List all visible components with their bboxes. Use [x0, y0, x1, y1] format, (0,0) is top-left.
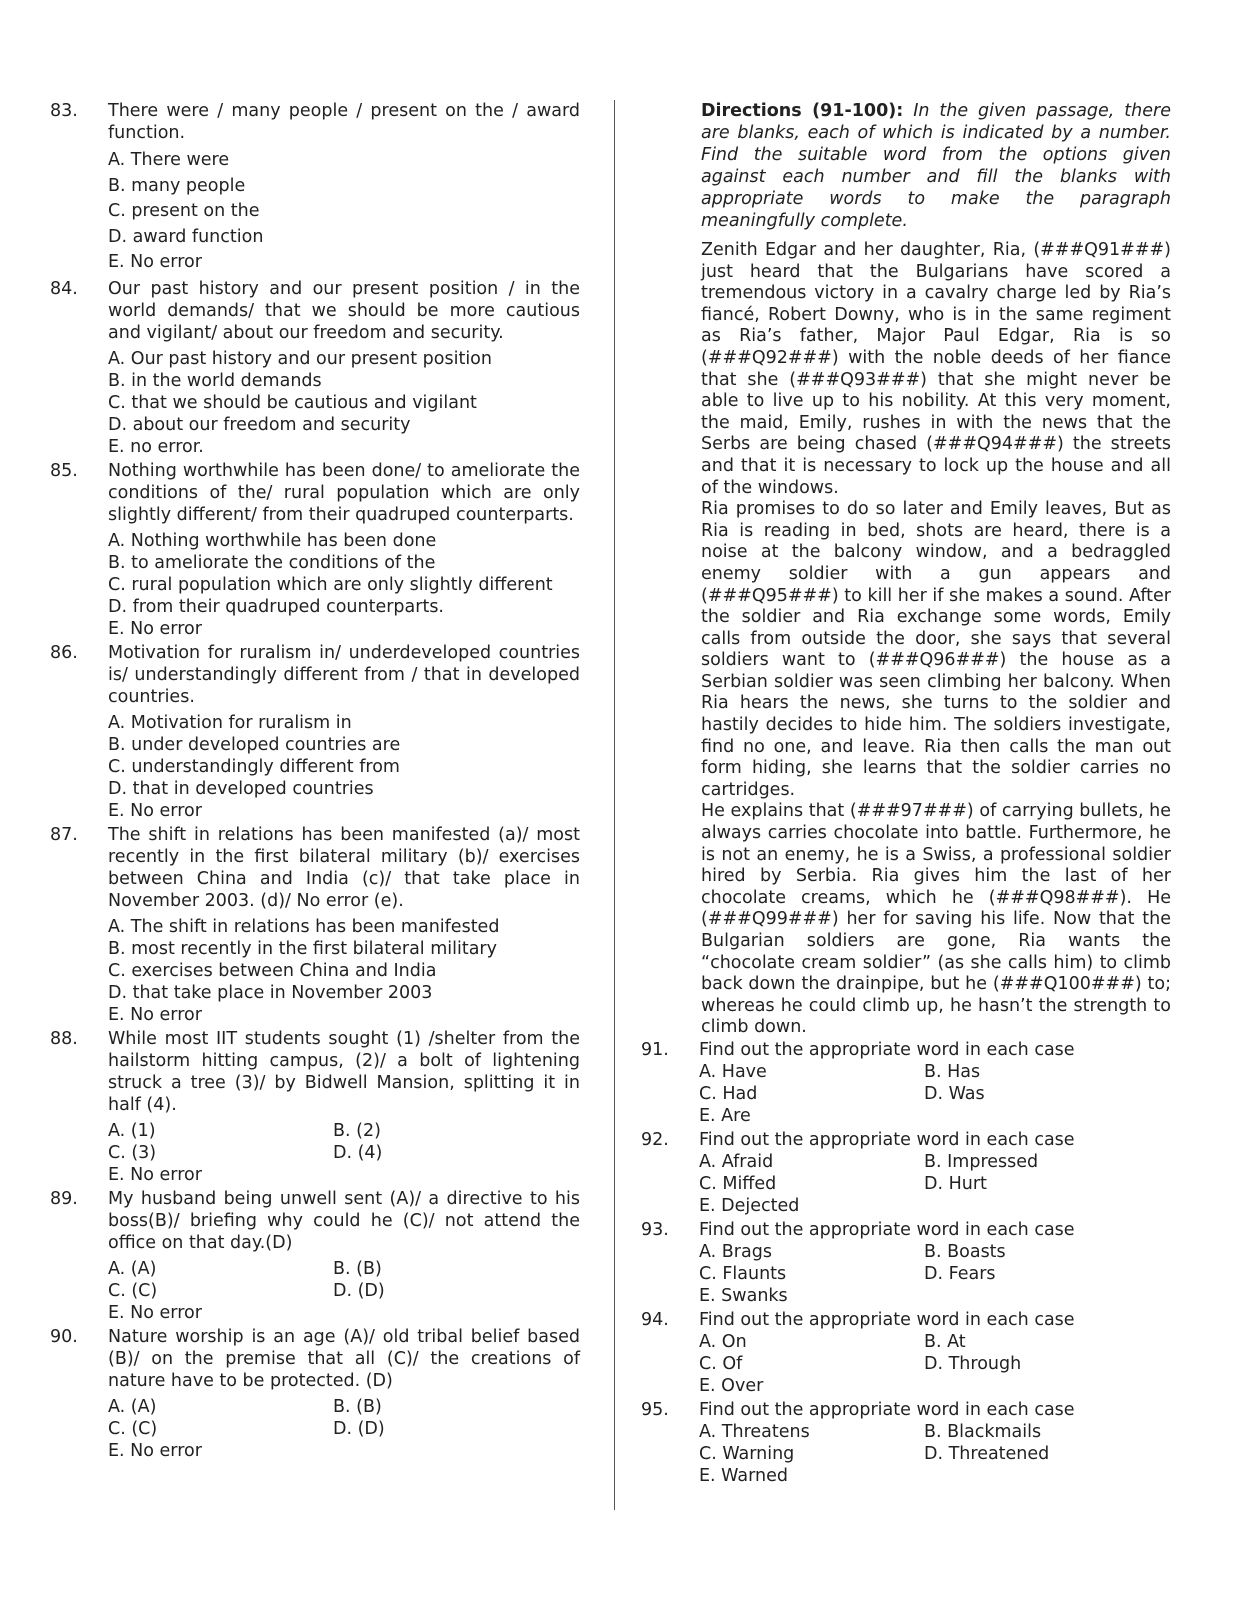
question-number: 85. [50, 460, 78, 481]
question-number: 83. [50, 101, 78, 121]
option-b: B. At [924, 1331, 966, 1352]
option-d: D. Fears [924, 1263, 996, 1284]
option-e: E. No error [108, 1302, 202, 1323]
question-number: 89. [50, 1188, 78, 1209]
question-stem: My husband being unwell sent (A)/ a directive to his boss(B)/ briefing why could he (C)/ not attend the office on that day.(D) [108, 1188, 580, 1253]
option-b: B. Has [924, 1061, 981, 1082]
option-c: C. present on the [108, 201, 260, 221]
option-e: E. Swanks [699, 1285, 788, 1306]
question-stem: Motivation for ruralism in/ underdeveloped countries is/ understandingly different from / that in developed countries. [108, 642, 580, 707]
option-d: D. Was [924, 1083, 985, 1104]
question-number: 95. [641, 1399, 669, 1420]
passage [701, 240, 1171, 1039]
right-column [641, 100, 1171, 1489]
option-a: A. Motivation for ruralism in [108, 712, 352, 733]
option-d: D. about our freedom and security [108, 414, 411, 435]
question-88 [50, 1028, 580, 1186]
option-a: A. Threatens [699, 1421, 810, 1442]
question-number: 91. [641, 1039, 669, 1060]
left-column [50, 100, 580, 1464]
option-a: A. The shift in relations has been manifested [108, 916, 500, 937]
option-d: D. Threatened [924, 1443, 1050, 1464]
option-c: C. rural population which are only slightly different [108, 574, 553, 595]
option-d: D. (D) [333, 1418, 385, 1439]
question-84 [50, 278, 580, 458]
option-d: D. Hurt [924, 1173, 987, 1194]
option-b: B. Blackmails [924, 1421, 1042, 1442]
option-grid [699, 1331, 1171, 1375]
option-a: A. Nothing worthwhile has been done [108, 530, 437, 551]
option-b: B. under developed countries are [108, 734, 401, 755]
question-number: 88. [50, 1028, 78, 1049]
passage-paragraph: He explains that (###97###) of carrying bullets, he always carries chocolate into battle. Furthermore, he is not an enemy, he is a Swiss, a professional soldier hired by Serbia. Ria gives him the last of her chocolate creams, which he (###Q98###). He (###Q99###) her for saving his life. Now that the Bulgarian soldiers are gone, Ria wants the “chocolate cream soldier” (as she calls him) to climb back down the drainpipe, but he (###Q100###) to; whereas he could climb up, he hasn’t the strength to climb down. [701, 801, 1171, 1038]
option-b: B. Boasts [924, 1241, 1006, 1262]
question-stem: Nature worship is an age (A)/ old tribal belief based (B)/ on the premise that all (C)/ the creations of nature have to be protected. (D) [108, 1326, 580, 1391]
option-a: A. (A) [108, 1396, 157, 1417]
question-94 [641, 1309, 1171, 1397]
question-89 [50, 1188, 580, 1324]
question-number: 86. [50, 642, 78, 663]
question-stem: Find out the appropriate word in each case [699, 1039, 1075, 1060]
option-d: D. award function [108, 226, 264, 247]
directions [701, 100, 1171, 232]
question-stem: Our past history and our present position / in the world demands/ that we should be more cautious and vigilant/ about our freedom and security. [108, 278, 580, 343]
option-c: C. exercises between China and India [108, 960, 437, 981]
question-stem: Find out the appropriate word in each case [699, 1219, 1075, 1240]
option-c: C. Miffed [699, 1173, 777, 1194]
question-number: 84. [50, 278, 78, 299]
directions-text: In the given passage, there are blanks, each of which is indicated by a number. Find the suitable word from the options given against each number and fill the blanks with appropriate words to make the paragraph meaningfully complete. [701, 101, 1171, 231]
option-c: C. Flaunts [699, 1263, 787, 1284]
question-stem: There were / many people / present on the / award function. [108, 101, 580, 143]
option-e: E. no error. [108, 436, 204, 457]
option-e: E. No error [108, 252, 202, 272]
question-90 [50, 1326, 580, 1462]
question-85 [50, 460, 580, 640]
option-a: A. (1) [108, 1120, 156, 1141]
option-c: C. understandingly different from [108, 756, 400, 777]
question-number: 90. [50, 1326, 78, 1347]
option-a: A. (A) [108, 1258, 157, 1279]
question-number: 94. [641, 1309, 669, 1330]
option-e: E. Are [699, 1105, 751, 1126]
option-d: D. Through [924, 1353, 1022, 1374]
option-a: A. Brags [699, 1241, 772, 1262]
option-b: B. to ameliorate the conditions of the [108, 552, 436, 573]
option-grid [108, 1120, 580, 1164]
option-d: D. that in developed countries [108, 778, 374, 799]
option-a: A. Have [699, 1061, 767, 1082]
question-92 [641, 1129, 1171, 1217]
question-stem: Find out the appropriate word in each case [699, 1309, 1075, 1330]
question-stem: Find out the appropriate word in each case [699, 1129, 1075, 1150]
option-grid [108, 1396, 580, 1440]
option-c: C. Had [699, 1083, 758, 1104]
option-d: D. (D) [333, 1280, 385, 1301]
question-87 [50, 824, 580, 1026]
question-number: 93. [641, 1219, 669, 1240]
option-c: C. (3) [108, 1142, 157, 1163]
option-grid [699, 1151, 1171, 1195]
option-grid [699, 1421, 1171, 1465]
option-a: A. On [699, 1331, 747, 1352]
option-e: E. Over [699, 1375, 764, 1396]
passage-paragraph: Ria promises to do so later and Emily leaves, But as Ria is reading in bed, shots are heard, there is a noise at the balcony window, and a bedraggled enemy soldier with a gun appears and (###Q95###) to kill her if she makes a sound. After the soldier and Ria exchange some words, Emily calls from outside the door, she says that several soldiers want to (###Q96###) the house as a Serbian soldier was seen climbing her balcony. When Ria hears the news, she turns to the soldier and hastily decides to hide him. The soldiers investigate, find no one, and leave. Ria then calls the man out form hiding, she learns that the soldier carries no cartridges. [701, 499, 1171, 800]
question-stem: The shift in relations has been manifested (a)/ most recently in the first bilateral military (b)/ exercises between China and India (c)/ that take place in November 2003. (d)/ No error (e). [108, 824, 580, 911]
question-stem: While most IIT students sought (1) /shelter from the hailstorm hitting campus, (2)/ a bolt of lightening struck a tree (3)/ by Bidwell Mansion, splitting it in half (4). [108, 1028, 580, 1115]
option-c: C. (C) [108, 1418, 158, 1439]
option-a: A. There were [108, 150, 230, 170]
option-e: E. No error [108, 1004, 202, 1025]
question-91 [641, 1039, 1171, 1127]
question-93 [641, 1219, 1171, 1307]
option-b: B. (B) [333, 1396, 382, 1417]
option-d: D. from their quadruped counterparts. [108, 596, 444, 617]
option-grid [108, 1258, 580, 1302]
option-b: B. most recently in the first bilateral military [108, 938, 497, 959]
question-stem: Find out the appropriate word in each case [699, 1399, 1075, 1420]
directions-label: Directions (91-100): [701, 101, 904, 121]
option-grid [699, 1241, 1171, 1285]
option-c: C. Of [699, 1353, 743, 1374]
option-grid [699, 1061, 1171, 1105]
option-e: E. Dejected [699, 1195, 800, 1216]
option-b: B. in the world demands [108, 370, 322, 391]
option-e: E. No error [108, 1440, 202, 1461]
option-b: B. Impressed [924, 1151, 1039, 1172]
question-number: 87. [50, 824, 78, 845]
question-83 [50, 100, 580, 276]
option-e: E. No error [108, 618, 202, 639]
option-c: C. Warning [699, 1443, 795, 1464]
option-a: A. Afraid [699, 1151, 774, 1172]
question-stem: Nothing worthwhile has been done/ to ameliorate the conditions of the/ rural population which are only slightly different/ from their quadruped counterparts. [108, 460, 580, 525]
option-d: D. (4) [333, 1142, 383, 1163]
option-b: B. many people [108, 175, 246, 196]
option-c: C. that we should be cautious and vigilant [108, 392, 477, 413]
option-b: B. (B) [333, 1258, 382, 1279]
option-c: C. (C) [108, 1280, 158, 1301]
column-divider [614, 100, 615, 1510]
question-number: 92. [641, 1129, 669, 1150]
option-e: E. No error [108, 800, 202, 821]
question-86 [50, 642, 580, 822]
option-a: A. Our past history and our present position [108, 348, 492, 369]
question-95 [641, 1399, 1171, 1487]
option-d: D. that take place in November 2003 [108, 982, 433, 1003]
passage-paragraph: Zenith Edgar and her daughter, Ria, (###Q91###) just heard that the Bulgarians have scored a tremendous victory in a cavalry charge led by Ria’s fiancé, Robert Downy, who is in the same regiment as Ria’s father, Major Paul Edgar, Ria is so (###Q92###) with the noble deeds of her fiance that she (###Q93###) that she might never be able to live up to his nobility. At this very moment, the maid, Emily, rushes in with the news that the Serbs are being chased (###Q94###) the streets and that it is necessary to lock up the house and all of the windows. [701, 240, 1171, 498]
option-b: B. (2) [333, 1120, 381, 1141]
option-e: E. No error [108, 1164, 202, 1185]
option-e: E. Warned [699, 1465, 788, 1486]
